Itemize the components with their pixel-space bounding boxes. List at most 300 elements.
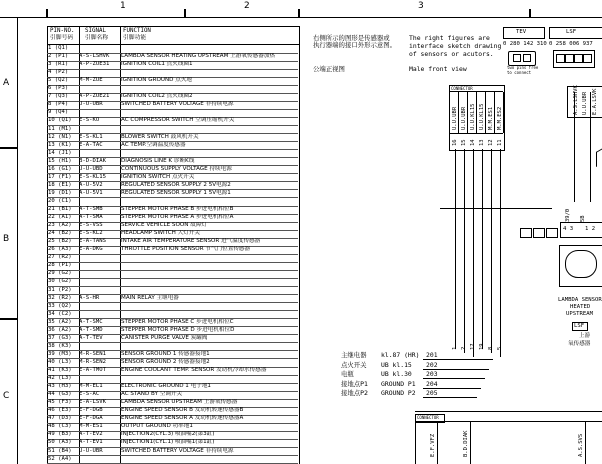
table-row — [48, 311, 298, 319]
table-row — [48, 246, 298, 254]
tev-label: TEV — [516, 29, 527, 35]
table-cell-sig: A-T-SMD — [79, 326, 103, 333]
table-row — [48, 456, 298, 464]
table-row — [48, 448, 298, 456]
connector-pin-number: 11 — [497, 139, 503, 146]
table-row — [48, 383, 298, 391]
table-cell-pin: 51 (B4) — [48, 447, 72, 454]
table-cell-sig: E-A-LSVK — [79, 399, 106, 406]
note-en — [409, 34, 501, 58]
lsf-wire-label-3: E.A.LSVK — [592, 88, 598, 115]
table-cell-pin: 19 (D1) — [48, 189, 72, 196]
table-cell-fn: AC COMPRESSOR SWITCH 空调压缩机开关 — [121, 117, 235, 124]
power-line-number: 205 — [426, 389, 438, 397]
table-cell-pin: 49 (B3) — [48, 431, 72, 438]
wire — [464, 149, 465, 353]
table-row — [48, 431, 298, 439]
row-tick — [0, 318, 17, 320]
column-number-1: 1 — [120, 1, 126, 11]
table-row — [48, 69, 298, 77]
tev-note-line-2: to connect — [507, 69, 532, 75]
bottom-pin-label-3: A.S.SVS — [578, 433, 584, 457]
table-cell-sig: E-F-DGB — [79, 407, 103, 414]
table-row — [48, 142, 298, 150]
table-cell-fn: LAMBDA SENSOR UPSTREAM 上游氧传感器 — [121, 399, 238, 406]
table-cell-sig: M-M-ES1 — [79, 423, 103, 430]
power-label-en: UB kl.15 — [381, 360, 412, 369]
header-function — [123, 28, 151, 41]
table-cell-fn: OUTPUT GROUND 功率地1 — [121, 423, 193, 430]
header-pin-cn: 引脚号码 — [50, 34, 74, 41]
power-line-number: 204 — [426, 379, 438, 388]
power-label-cn: 接地点P2 — [341, 389, 369, 397]
lsf-label: LSF — [566, 29, 577, 35]
table-cell-fn: ENGINE COOLANT TEMP. SENSOR 发动机冷却水传感器 — [121, 367, 267, 373]
header-signal — [85, 28, 108, 41]
table-row — [48, 93, 298, 101]
bottom-pin-label-1: E.F.VFZ — [430, 433, 436, 457]
lsf-desc-cn-2: 氧传感器 — [568, 341, 591, 347]
table-row — [48, 295, 298, 303]
table-cell-fn: MAIN RELAY 主继电器 — [121, 294, 179, 301]
tev-part-number: 0 280 142 310 — [503, 41, 547, 47]
table-cell-fn: STEPPER MOTOR PHASE C 步进电机相位C — [121, 318, 234, 325]
lsf-pin-4 — [583, 54, 592, 63]
table-cell-fn: IGNITION COIL1 点火线圈1 — [121, 61, 193, 68]
lsf-wire-label-2: U.U.UBR — [582, 91, 588, 115]
lsf-pin-1 — [556, 54, 565, 63]
table-cell-pin: 33 (Q2) — [48, 302, 72, 309]
table-cell-fn: INTAKE AIR TEMPERATURE SENSOR 进气温度传感器 — [121, 238, 261, 245]
table-cell-fn: REGULATED SENSOR SUPPLY 1 5V电源1 — [121, 189, 231, 196]
power-line-number: 203 — [426, 370, 438, 378]
table-cell-pin: 12 (N1) — [48, 133, 72, 140]
table-row — [48, 61, 298, 69]
left-border — [17, 17, 18, 464]
wire-number: 19 — [479, 343, 485, 350]
table-cell-pin: 17 (F1) — [48, 173, 72, 180]
table-cell-pin: 40 (L3) — [48, 358, 72, 365]
lsf-mid-label-2: 5B — [580, 215, 586, 222]
connector-pin-divider — [485, 92, 486, 133]
lsf-wire-label-1: A.S.LSHVK — [573, 85, 579, 115]
wire — [491, 149, 492, 353]
bottom-pin-label-2: B.D.DIAK — [463, 430, 469, 457]
table-cell-sig: E-A-TMOT — [79, 367, 106, 373]
lsf-desc-line-3: UPSTREAM — [566, 311, 593, 317]
table-cell-sig: A-P-ZUE21 — [79, 93, 110, 100]
connector-pin-divider — [467, 92, 468, 133]
table-cell-pin: 37 (G3) — [48, 334, 72, 341]
table-cell-pin: 41 (K3) — [48, 367, 72, 373]
table-cell-sig: E-S-KL2 — [79, 230, 103, 237]
table-row — [48, 399, 298, 407]
table-cell-pin: 20 (C1) — [48, 197, 72, 204]
connector-pin-label: U.U.UBR — [461, 106, 467, 130]
lsf-desc-line-2: HEATED — [570, 304, 591, 310]
table-row — [48, 375, 298, 383]
table-cell-sig: E-A-TAC — [79, 141, 103, 148]
power-line — [423, 359, 493, 360]
table-cell-fn: SWITCHED BATTERY VOLTAGE 非持续电源 — [121, 447, 234, 454]
table-row — [48, 303, 298, 311]
wire-number: 17 — [470, 343, 476, 350]
wire — [455, 149, 456, 349]
table-cell-pin: 28 (P1) — [48, 262, 72, 269]
table-cell-fn: CANISTER PURGE VALVE 炭罐阀 — [121, 334, 208, 341]
lsf-arrow — [596, 148, 602, 167]
table-row — [48, 287, 298, 295]
wire-number: 1 — [452, 346, 458, 350]
table-cell-sig: A-U-5V2 — [79, 181, 103, 188]
wire — [500, 149, 501, 357]
lsf-pin-2 — [565, 54, 574, 63]
table-row — [48, 53, 298, 61]
table-row — [48, 270, 298, 278]
note-cn-line-2: 执行器端的接口外形示意图。 — [313, 41, 397, 49]
table-cell-pin: 34 (C2) — [48, 310, 72, 317]
table-cell-pin: 16 (G1) — [48, 165, 72, 172]
lsf-pin-numbers-right — [585, 226, 595, 232]
table-cell-fn: IGNITION COIL2 点火线圈2 — [121, 93, 193, 100]
table-cell-pin: 25 (B2) — [48, 238, 72, 245]
row-letter-a: A — [3, 78, 10, 88]
table-cell-sig: A-T-TEV — [79, 334, 103, 341]
column-tick — [529, 9, 531, 17]
connector-pin-number: 15 — [461, 139, 467, 146]
male-front-view-en: Male front view — [409, 65, 467, 73]
power-label-en: GROUND P1 — [381, 379, 416, 388]
header-pin — [50, 28, 74, 41]
lsf-desc-line-1: LAMBDA SENSOR — [558, 297, 602, 303]
table-cell-fn: BLOWER SWITCH 鼓风机开关 — [121, 133, 199, 140]
table-row — [48, 190, 298, 198]
table-cell-sig: M-M-EL1 — [79, 383, 103, 390]
column-number-3: 3 — [418, 1, 424, 11]
table-cell-pin: 39 (M3) — [48, 350, 72, 357]
power-line — [423, 397, 477, 398]
table-cell-fn: IGNITION GROUND 点火地 — [121, 77, 193, 84]
table-cell-pin: 15 (H1) — [48, 157, 72, 164]
note-cn — [313, 35, 396, 49]
wire-number: 8 — [488, 346, 494, 350]
table-cell-sig: E-S-AC — [79, 391, 100, 398]
connector-label: CONNECTOR — [451, 86, 473, 91]
table-cell-pin: 27 (R2) — [48, 254, 72, 261]
connector-pin-number: 14 — [470, 139, 476, 146]
table-cell-sig: A-T-EV2 — [79, 431, 103, 438]
tev-note-line-1: two pins free — [507, 65, 539, 70]
table-row — [48, 214, 298, 222]
power-label-cn: 电瓶 — [341, 370, 354, 378]
table-cell-fn: INJECTION2(CYL.3) 喷油嘴2(第3缸) — [121, 431, 215, 438]
table-cell-sig: E-A-TANS — [79, 238, 106, 245]
power-line-number: 202 — [426, 360, 438, 369]
terminal-box — [520, 228, 532, 238]
table-cell-fn: HEADLAMP SWITCH 大灯开关 — [121, 230, 201, 237]
table-cell-fn: CONTINUOUS SUPPLY VOLTAGE 持续电源 — [121, 165, 232, 172]
table-cell-sig: B-D-DIAK — [79, 157, 106, 164]
table-cell-pin: 42 (L3) — [48, 375, 72, 382]
table-cell-fn: DIAGNOSIS LINE K 诊断K线 — [121, 157, 195, 164]
table-cell-fn: STEPPER MOTOR PHASE A 步进电机相位A — [121, 214, 234, 221]
table-cell-pin: 45 (F3) — [48, 399, 72, 406]
table-cell-fn: ENGINE SPEED SENSOR A 发动机转速传感器A — [121, 415, 244, 422]
table-cell-pin: 44 (G3) — [48, 391, 72, 398]
table-row — [48, 174, 298, 182]
table-cell-pin: 6 (P3) — [48, 85, 69, 92]
table-cell-pin: 48 (C3) — [48, 423, 72, 430]
table-row — [48, 415, 298, 423]
table-row — [48, 158, 298, 166]
lsf-pin-3 — [574, 54, 583, 63]
lsf-pin-num: 3 — [569, 226, 574, 232]
table-cell-pin: 52 (A4) — [48, 455, 72, 462]
column-number-2: 2 — [244, 1, 250, 11]
table-cell-sig: E-S-KO — [79, 117, 100, 124]
table-cell-pin: 8 (P4) — [48, 101, 69, 108]
table-row — [48, 134, 298, 142]
table-cell-pin: 47 (D3) — [48, 415, 72, 422]
bottom-line — [415, 411, 602, 412]
table-cell-fn: INJECTION1(CYL.1) 喷油嘴1(第1缸) — [121, 439, 215, 446]
table-row — [48, 439, 298, 447]
table-row — [48, 206, 298, 214]
power-line — [423, 378, 485, 379]
table-cell-pin: 2 (P1) — [48, 53, 69, 60]
power-label-cn: 接地点P1 — [341, 379, 369, 388]
bottom-wire — [470, 421, 471, 464]
lsf-description — [558, 297, 602, 318]
table-cell-sig: E-S-KL15 — [79, 173, 106, 180]
table-cell-pin: 31 (P2) — [48, 286, 72, 293]
table-row — [48, 117, 298, 125]
table-row — [48, 230, 298, 238]
lsf-pin-num: 2 — [591, 226, 596, 232]
table-cell-fn: IGNITION SWITCH 点火开关 — [121, 173, 195, 180]
connector-pin-label: M.M.ES1 — [488, 106, 494, 130]
table-cell-sig: E-F-DGA — [79, 415, 103, 422]
table-cell-pin: 5 (Q2) — [48, 77, 69, 84]
note-en-line-2: interface sketch drawing — [409, 42, 502, 50]
lsf-part-number: 0 258 006 937 — [549, 41, 593, 47]
table-row — [48, 222, 298, 230]
table-row — [48, 126, 298, 134]
note-cn-line-1: 右侧所示的图形是传感器或 — [313, 34, 390, 42]
lsf-pin-num: 1 — [585, 226, 589, 232]
table-cell-pin: 36 (A2) — [48, 326, 72, 333]
bottom-wire — [437, 421, 438, 464]
row-letter-b: B — [3, 234, 10, 244]
table-cell-pin: 32 (R2) — [48, 294, 72, 301]
table-cell-fn: REGULATED SENSOR SUPPLY 2 5V电源2 — [121, 181, 231, 188]
table-cell-sig: U-U-UBR — [79, 101, 103, 108]
power-label-en: GROUND P2 — [381, 389, 416, 397]
table-cell-sig: A-T-EV1 — [79, 439, 103, 446]
table-cell-pin: 14 (J1) — [48, 149, 72, 156]
wire — [473, 149, 474, 357]
table-cell-sig: M-R-SEN2 — [79, 358, 106, 365]
table-cell-pin: 43 (H3) — [48, 383, 72, 390]
table-cell-pin: 11 (M1) — [48, 125, 72, 132]
power-line-number: 201 — [426, 351, 438, 359]
table-row — [48, 359, 298, 367]
table-cell-sig: M-M-ZUE — [79, 77, 103, 84]
table-cell-sig: A-S-HR — [79, 294, 100, 301]
terminal-box — [533, 228, 545, 238]
tev-pin-1 — [513, 54, 521, 62]
table-cell-sig: E-S-VSS — [79, 222, 103, 229]
table-row — [48, 319, 298, 327]
table-cell-sig: M-R-SEN1 — [79, 350, 106, 357]
note-en-line-1: The right figures are — [409, 34, 490, 42]
table-cell-fn: SENSOR GROUND 1 传感器接地1 — [121, 350, 210, 357]
table-cell-pin: 26 (A3) — [48, 246, 72, 253]
table-cell-sig: A-U-5V1 — [79, 189, 103, 196]
row-letter-c: C — [3, 391, 10, 401]
table-row — [48, 351, 298, 359]
table-cell-pin: 18 (E1) — [48, 181, 72, 188]
bottom-wire — [585, 421, 586, 464]
column-tick — [184, 9, 186, 17]
table-row — [48, 101, 298, 109]
connector-pin-number: 16 — [452, 139, 458, 146]
table-cell-pin: 4 (P2) — [48, 69, 69, 76]
table-cell-pin: 9 (Q4) — [48, 109, 69, 116]
table-cell-sig: E-A-DKG — [79, 246, 103, 253]
table-cell-pin: 46 (E3) — [48, 407, 72, 414]
table-row — [48, 335, 298, 343]
table-row — [48, 391, 298, 399]
table-cell-sig: A-T-SMA — [79, 214, 103, 221]
power-label-cn: 点火开关 — [341, 360, 367, 369]
lsf-desc-cn-1: 上游 — [579, 333, 591, 339]
terminal-box — [546, 228, 558, 238]
table-cell-fn: STEPPER MOTOR PHASE B 步进电机相位B — [121, 206, 234, 212]
header-function-cn: 引脚功能 — [123, 34, 147, 41]
table-row — [48, 278, 298, 286]
table-row — [48, 45, 298, 53]
table-cell-pin: 30 (G2) — [48, 278, 72, 285]
table-cell-fn: ENGINE SPEED SENSOR B 发动机转速传感器B — [121, 407, 244, 414]
table-row — [48, 254, 298, 262]
table-cell-fn: STEPPER MOTOR PHASE D 步进电机相位D — [121, 326, 235, 333]
table-row — [48, 262, 298, 270]
power-label-cn: 主继电器 — [341, 351, 367, 359]
male-front-view-cn: 公端正视图 — [313, 65, 345, 73]
power-label-en: UB kl.30 — [381, 370, 412, 378]
table-cell-sig: A-S-LSHVK — [79, 53, 110, 60]
table-cell-fn: AC TEMP.空调温度传感器 — [121, 141, 186, 148]
table-cell-fn: SERVICE VEHICLE SOON 故障灯 — [121, 222, 208, 229]
table-row — [48, 182, 298, 190]
table-cell-pin: 23 (A2) — [48, 222, 72, 229]
bottom-connector-block — [415, 421, 602, 464]
top-border — [0, 17, 602, 18]
tev-note — [507, 66, 538, 75]
table-cell-pin: 22 (A1) — [48, 214, 72, 221]
table-cell-pin: 3 (R1) — [48, 61, 69, 68]
connector-pin-label: U.U.UBR — [452, 106, 458, 130]
connector-pin-label: U.U.KL15 — [479, 103, 485, 130]
table-row — [48, 423, 298, 431]
connector-pin-divider — [494, 92, 495, 133]
table-cell-pin: 38 (K3) — [48, 342, 72, 349]
table-row — [48, 407, 298, 415]
table-cell-sig: U-U-UBR — [79, 447, 103, 454]
bus-line — [440, 208, 552, 209]
table-row — [48, 109, 298, 117]
table-cell-fn: LAMBDA SENSOR HEATING UPSTREAM 上游氧传感器加热 — [121, 53, 275, 60]
row-tick — [0, 147, 17, 149]
table-row — [48, 367, 298, 375]
connector-pin-number: 13 — [479, 139, 485, 146]
note-en-line-3: of sensors or acutors. — [409, 50, 494, 58]
table-cell-pin: 7 (Q3) — [48, 93, 69, 100]
lsf-pin-numbers-left — [563, 226, 573, 232]
tev-pin-2 — [523, 54, 531, 62]
table-row — [48, 198, 298, 206]
header-pin-en: PIN-NO. — [50, 28, 75, 34]
bottom-connector-label: CONNECTOR — [417, 415, 439, 420]
connector-pin-divider — [458, 92, 459, 133]
connector-pin-divider — [476, 92, 477, 133]
wire-number: 2 — [461, 346, 467, 350]
table-cell-fn: THROTTLE POSITION SENSOR 节气门位置传感器 — [121, 246, 251, 253]
table-row — [48, 343, 298, 351]
table-cell-pin: 24 (B2) — [48, 230, 72, 237]
table-cell-pin: 29 (G2) — [48, 270, 72, 277]
column-tick — [46, 9, 48, 17]
table-cell-fn: ELECTRONIC GROUND 1 电子地1 — [121, 383, 211, 390]
connector-pin-label: U.U.KL15 — [470, 103, 476, 130]
table-row — [48, 150, 298, 158]
lsf-pin-num: 4 — [563, 226, 567, 232]
lsf-code: LSF — [574, 323, 585, 329]
table-cell-pin: 35 (A2) — [48, 318, 72, 325]
lsf-mid-label-1: 39/0 — [565, 208, 571, 222]
table-cell-pin: 1 (Q1) — [48, 45, 69, 51]
connector-pin-label: M.M.ES2 — [497, 106, 503, 130]
table-cell-sig: U-U-UBD — [79, 165, 103, 172]
power-label-en: kl.87 (HR) — [381, 351, 420, 359]
table-row — [48, 327, 298, 335]
table-cell-sig: A-P-ZUE31 — [79, 61, 110, 68]
header-signal-cn: 引脚名称 — [85, 34, 109, 41]
table-cell-pin: 50 (A3) — [48, 439, 72, 446]
connector-num-line — [449, 133, 503, 134]
connector-pin-number: 12 — [488, 139, 494, 146]
wire — [482, 149, 483, 349]
table-cell-sig: A-T-SMB — [79, 206, 103, 212]
table-cell-fn: SWITCHED BATTERY VOLTAGE 非持续电源 — [121, 101, 234, 108]
table-cell-pin: 21 (B1) — [48, 206, 72, 212]
column-tick — [298, 9, 300, 17]
connector-pin-divider — [503, 92, 504, 133]
table-cell-fn: SENSOR GROUND 2 传感器接地2 — [121, 358, 210, 365]
table-cell-pin: 10 (Q1) — [48, 117, 72, 124]
table-row — [48, 238, 298, 246]
table-cell-sig: A-T-SMC — [79, 318, 103, 325]
table-cell-sig: E-S-KL1 — [79, 133, 103, 140]
lsf-heater-symbol — [565, 250, 597, 278]
table-cell-pin: 13 (K1) — [48, 141, 72, 148]
header-signal-en: SIGNAL — [85, 28, 106, 34]
table-row — [48, 166, 298, 174]
table-cell-fn: AC STAND BY 空调开关 — [121, 391, 183, 398]
table-row — [48, 85, 298, 93]
wire-number: 5 — [497, 346, 503, 350]
